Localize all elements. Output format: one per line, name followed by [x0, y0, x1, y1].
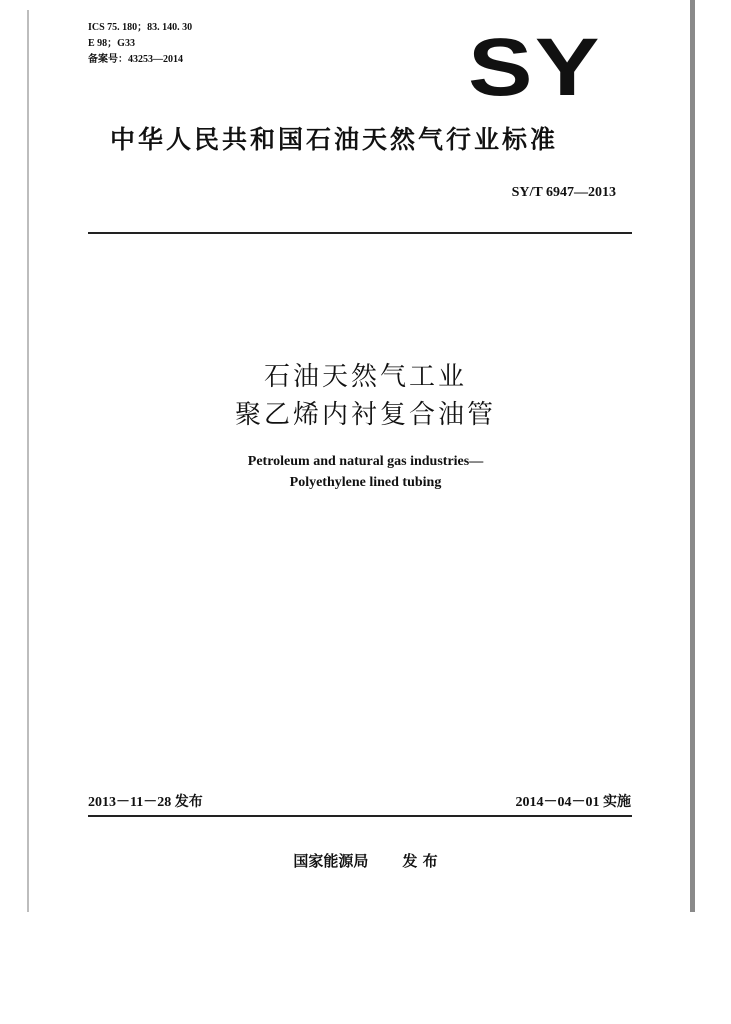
- bottom-divider: [88, 815, 632, 817]
- effective-date: 2014－04－01 实施: [515, 795, 631, 810]
- issue-date: 2013－11－28 发布: [88, 795, 203, 810]
- publisher-line: [0, 850, 731, 871]
- organization-title: 中华人民共和国石油天然气行业标准: [110, 125, 559, 154]
- standard-code: SY/T 6947—2013: [511, 185, 616, 200]
- filing-number: 备案号：43253—2014: [88, 54, 183, 65]
- title-en-line1: Petroleum and natural gas industries—: [247, 454, 484, 469]
- top-divider: [88, 232, 632, 234]
- title-en-line2: Polyethylene lined tubing: [289, 475, 442, 490]
- ics-code: ICS 75. 180；83. 140. 30: [88, 22, 193, 33]
- publisher-name: 国家能源局: [293, 852, 369, 870]
- classification-block: [88, 20, 192, 68]
- title-cn-line1: 石油天然气工业: [263, 362, 467, 392]
- classification-code: E 98；G33: [88, 38, 135, 49]
- title-cn-line2: 聚乙烯内衬复合油管: [234, 400, 496, 430]
- sy-logo: SY: [468, 22, 602, 113]
- publisher-action: 发 布: [402, 852, 438, 870]
